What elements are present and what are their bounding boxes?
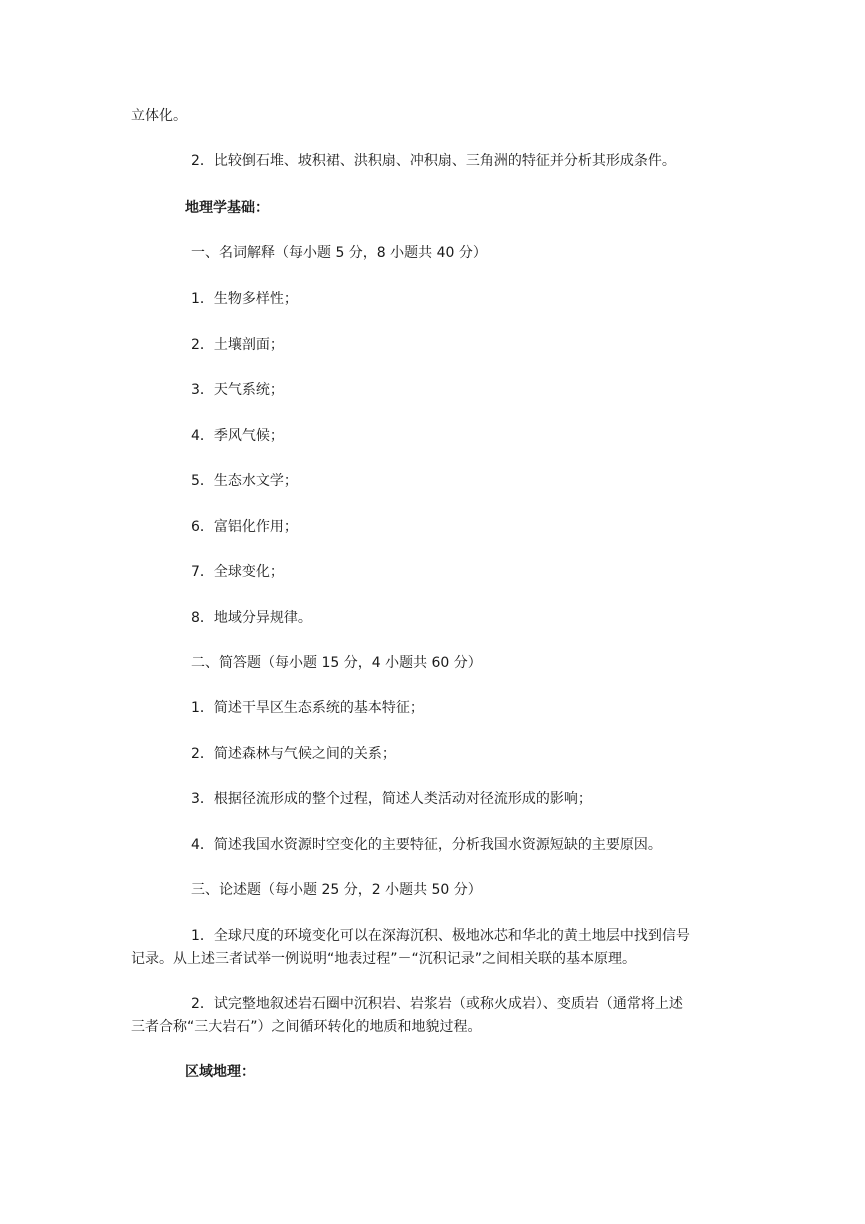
essay-question-1-line-2: 记录。从上述三者试举一例说明“地表过程”－“沉积记录”之间相关联的基本原理。 xyxy=(131,951,637,967)
list-item: 7．全球变化； xyxy=(191,564,284,580)
list-item: 3．天气系统； xyxy=(191,382,284,398)
list-item: 3．根据径流形成的整个过程，简述人类活动对径流形成的影响； xyxy=(191,791,592,807)
list-item: 4．简述我国水资源时空变化的主要特征，分析我国水资源短缺的主要原因。 xyxy=(191,837,662,853)
list-item: 2．土壤剖面； xyxy=(191,337,284,353)
continuation-text: 立体化。 xyxy=(131,108,187,124)
essay-question-1-line-1: 1．全球尺度的环境变化可以在深海沉积、极地冰芯和华北的黄土地层中找到信号 xyxy=(191,928,690,944)
list-item: 5．生态水文学； xyxy=(191,473,298,489)
list-item: 8．地域分异规律。 xyxy=(191,610,312,626)
section-heading-regional: 区域地理： xyxy=(185,1064,255,1080)
essay-question-2-line-2: 三者合称“三大岩石”）之间循环转化的地质和地貌过程。 xyxy=(131,1019,482,1035)
part1-title: 一、名词解释（每小题 5 分，8 小题共 40 分） xyxy=(191,245,487,261)
section-heading-geography-basics: 地理学基础： xyxy=(185,200,269,216)
list-item: 4．季风气候； xyxy=(191,428,284,444)
list-item: 2．简述森林与气候之间的关系； xyxy=(191,746,396,762)
list-item: 1．简述干旱区生态系统的基本特征； xyxy=(191,700,424,716)
prev-question-2: 2．比较倒石堆、坡积裙、洪积扇、冲积扇、三角洲的特征并分析其形成条件。 xyxy=(191,153,676,169)
essay-question-2-line-1: 2．试完整地叙述岩石圈中沉积岩、岩浆岩（或称火成岩）、变质岩（通常将上述 xyxy=(191,996,683,1012)
list-item: 6．富铝化作用； xyxy=(191,519,298,535)
part2-title: 二、简答题（每小题 15 分，4 小题共 60 分） xyxy=(191,655,482,671)
list-item: 1．生物多样性； xyxy=(191,291,298,307)
part3-title: 三、论述题（每小题 25 分，2 小题共 50 分） xyxy=(191,882,482,898)
